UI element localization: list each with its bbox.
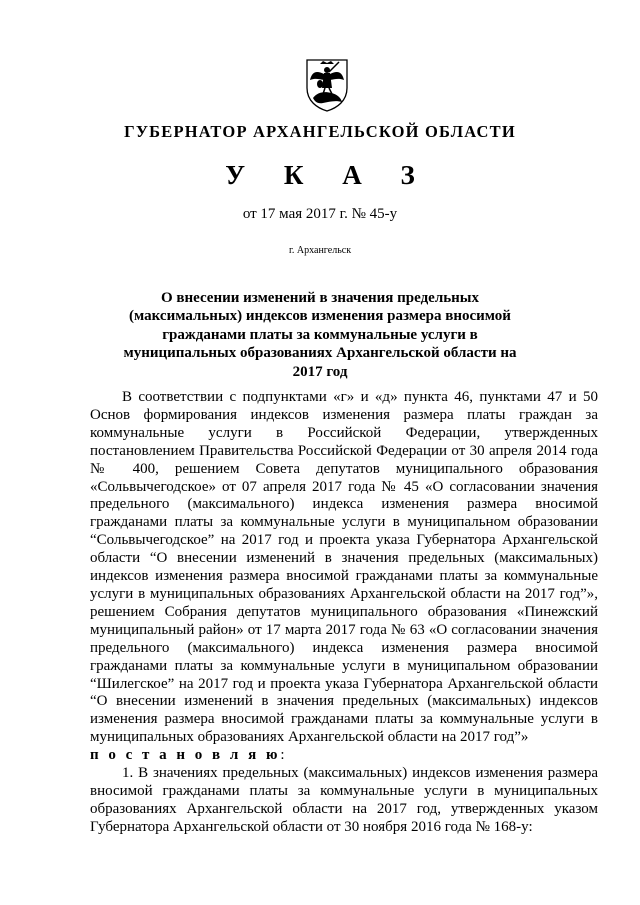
coat-of-arms-icon xyxy=(305,58,349,112)
item-1-paragraph: 1. В значениях предельных (максимальных) индексов изменения размера вносимой гражданами платы за коммунальные услуги в муниципальных образованиях Архангельской области на 2017 год, утвержденных указом Губернатора Архангельской области от 30 ноября 2016 года № 168-у: xyxy=(90,765,598,835)
document-type-title: У К А З xyxy=(225,160,431,190)
decree-line xyxy=(90,747,598,765)
decree-colon: : xyxy=(280,747,285,764)
document-city: г. Архангельск xyxy=(288,245,352,256)
preamble-paragraph: В соответствии с подпунктами «г» и «д» пункта 46, пунктами 47 и 50 Основ формирования индексов изменения размера платы граждан за коммунальные услуги в Российской Федерации, утвержденных постановлением Правительства Российской Федерации от 30 апреля 2014 года № 400, решением Совета депутатов муниципального образования «Сольвычегодское» от 07 апреля 2017 года № 45 «О согласовании значения предельного (максимального) индекса изменения размера вносимой гражданами платы за коммунальные услуги в муниципальном образовании “Сольвычегодское” на 2017 год и проекта указа Губернатора Архангельской области “О внесении изменений в значения предельных (максимальных) индексов изменения размера вносимой гражданами платы за коммунальные услуги в муниципальных образованиях Архангельской области на 2017 год”», решением Собрания депутатов муниципального образования «Пинежский муниципальный район» от 17 марта 2017 года № 63 «О согласовании значения предельного (максимального) индекса изменения размера вносимой гражданами платы за коммунальные услуги в муниципальном образовании “Шилегское” на 2017 год и проекта указа Губернатора Архангельской области “О внесении изменений в значения предельных (максимальных) индексов изменения размера вносимой гражданами платы за коммунальные услуги в муниципальных образованиях Архангельской области на 2017 год”» xyxy=(90,389,598,746)
document-subject: О внесении изменений в значения предельных (максимальных) индексов изменения размера вносимой гражданами платы за коммунальные услуги в муниципальных образованиях Архангельской области на 2017 год xyxy=(123,290,517,380)
document-date-number: от 17 мая 2017 г. № 45-у xyxy=(242,206,398,222)
issuing-authority: ГУБЕРНАТОР АРХАНГЕЛЬСКОЙ ОБЛАСТИ xyxy=(124,122,516,141)
document-body xyxy=(90,389,598,837)
decree-word: п о с т а н о в л я ю xyxy=(90,747,281,764)
